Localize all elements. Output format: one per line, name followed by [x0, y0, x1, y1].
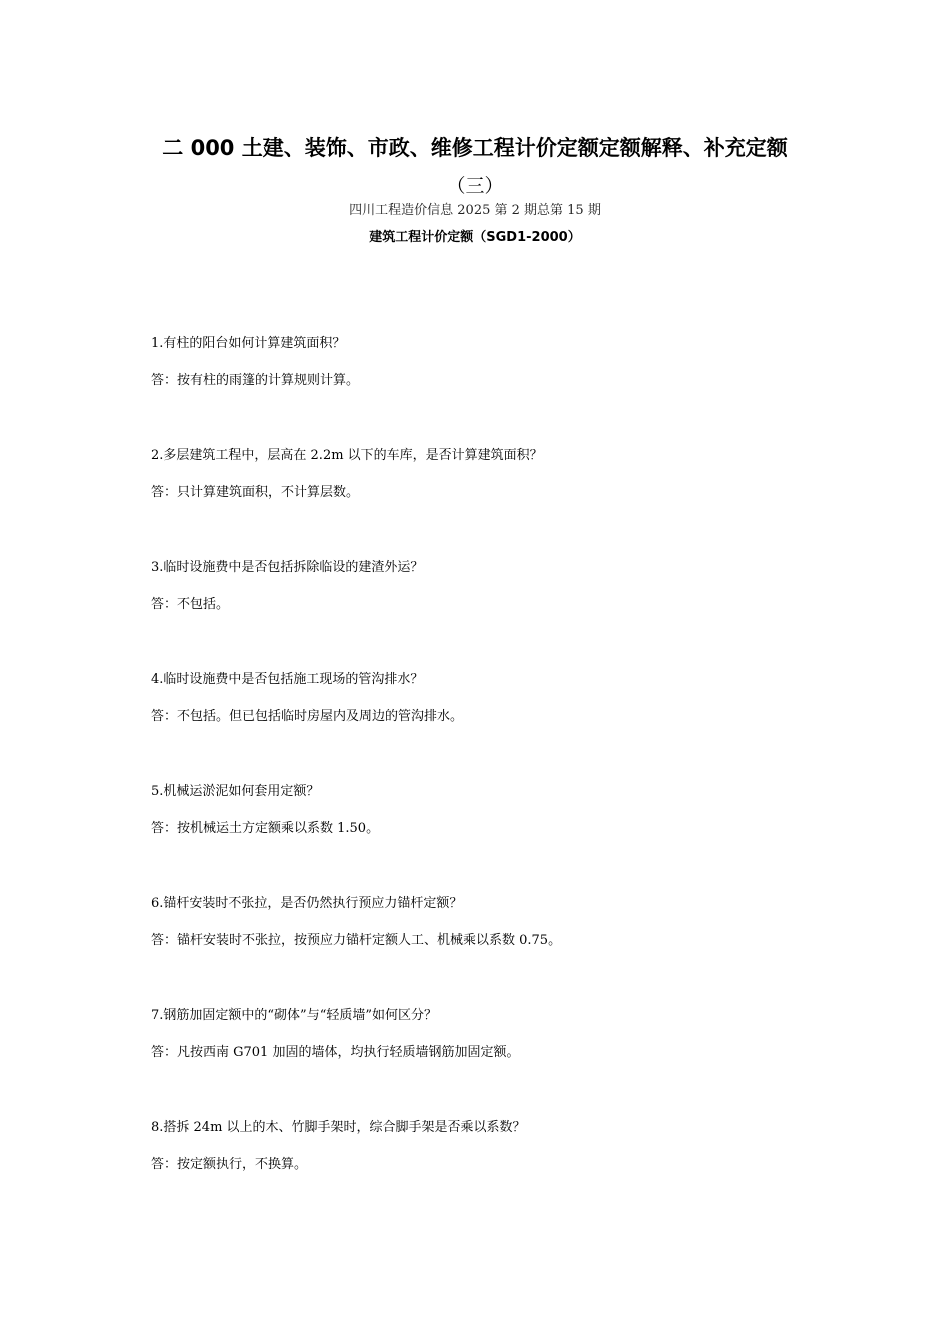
qa-item: [151, 334, 831, 446]
answer-text: 答：只计算建筑面积，不计算层数。: [151, 485, 360, 500]
qa-item: [151, 1118, 831, 1230]
qa-item: [151, 558, 831, 670]
answer-text: 答：按机械运土方定额乘以系数 1.50。: [151, 821, 380, 836]
question-text: 3.临时设施费中是否包括拆除临设的建渣外运？: [151, 560, 424, 575]
answer-text: 答：不包括。: [151, 597, 230, 612]
question-text: 4.临时设施费中是否包括施工现场的管沟排水？: [151, 672, 424, 687]
question-text: 7.钢筋加固定额中的“砌体”与“轻质墙”如何区分？: [151, 1008, 437, 1023]
qa-item: [151, 670, 831, 782]
answer-text: 答：按有柱的雨篷的计算规则计算。: [151, 373, 360, 388]
qa-item: [151, 1006, 831, 1118]
issue-line: 四川工程造价信息 2025 第 2 期总第 15 期: [349, 203, 601, 218]
question-text: 8.搭拆 24m 以上的木、竹脚手架时，综合脚手架是否乘以系数？: [151, 1120, 526, 1135]
document-subtitle: （三）: [446, 175, 504, 197]
question-text: 1.有柱的阳台如何计算建筑面积？: [151, 336, 346, 351]
question-text: 5.机械运淤泥如何套用定额？: [151, 784, 320, 799]
question-text: 6.锚杆安装时不张拉，是否仍然执行预应力锚杆定额？: [151, 896, 463, 911]
qa-item: [151, 446, 831, 558]
answer-text: 答：按定额执行，不换算。: [151, 1157, 308, 1172]
qa-item: [151, 894, 831, 1006]
qa-list: [151, 334, 831, 1230]
document-title: 二 000 土建、装饰、市政、维修工程计价定额定额解释、补充定额: [162, 136, 788, 160]
question-text: 2.多层建筑工程中，层高在 2.2m 以下的车库，是否计算建筑面积？: [151, 448, 543, 463]
answer-text: 答：凡按西南 G701 加固的墙体，均执行轻质墙钢筋加固定额。: [151, 1045, 520, 1060]
answer-text: 答：不包括。但已包括临时房屋内及周边的管沟排水。: [151, 709, 464, 724]
section-heading: 建筑工程计价定额（SGD1-2000）: [369, 230, 581, 245]
qa-item: [151, 782, 831, 894]
answer-text: 答：锚杆安装时不张拉，按预应力锚杆定额人工、机械乘以系数 0.75。: [151, 933, 562, 948]
